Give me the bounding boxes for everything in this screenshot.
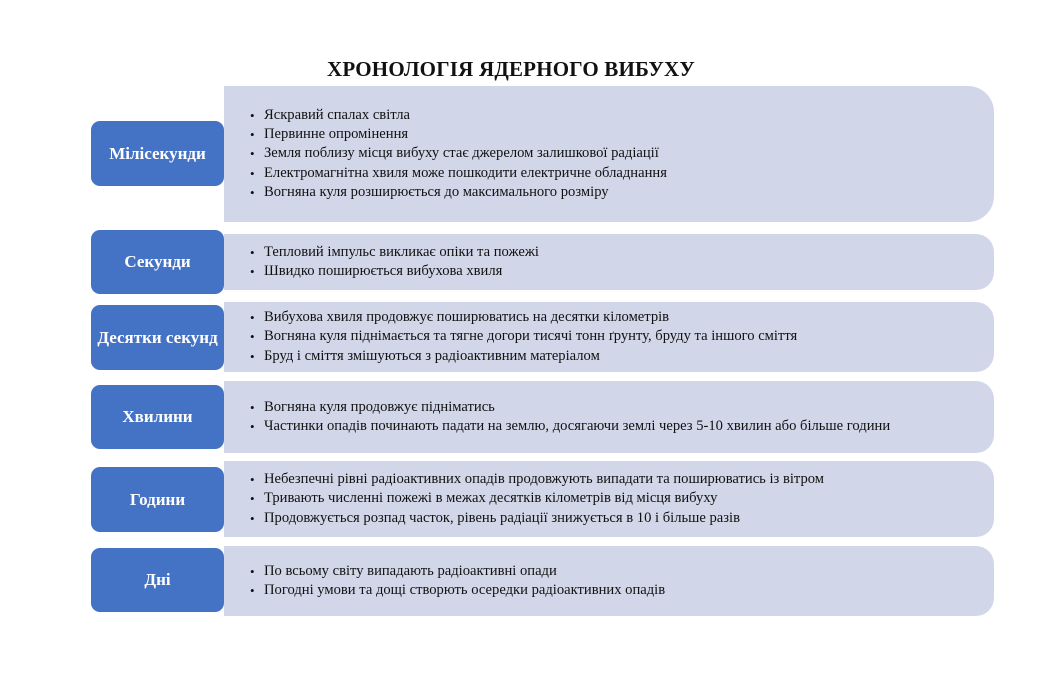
detail-box-hours	[224, 461, 994, 537]
bullet-icon: •	[250, 399, 255, 415]
list-item: • Тепловий імпульс викликає опіки та пожежі	[250, 243, 994, 262]
detail-box-milliseconds	[224, 86, 994, 222]
label-days: Дні	[91, 548, 224, 612]
detail-list	[250, 398, 994, 436]
list-item: • Бруд і сміття змішуються з радіоактивним матеріалом	[250, 347, 994, 366]
list-item: • Вогняна куля розширюється до максимального розміру	[250, 183, 994, 202]
bullet-icon: •	[250, 184, 255, 200]
label-seconds: Секунди	[91, 230, 224, 294]
detail-list	[250, 106, 994, 202]
list-item: • Частинки опадів починають падати на землю, досягаючи землі через 5-10 хвилин або більше години	[250, 417, 994, 436]
label-minutes: Хвилини	[91, 385, 224, 449]
list-item: • Вибухова хвиля продовжує поширюватись на десятки кілометрів	[250, 308, 994, 327]
list-item: • Первинне опромінення	[250, 125, 994, 144]
bullet-icon: •	[250, 563, 255, 579]
list-item: • Продовжується розпад часток, рівень радіації знижується в 10 і більше разів	[250, 509, 994, 528]
list-item: • Вогняна куля продовжує підніматись	[250, 398, 994, 417]
bullet-icon: •	[250, 310, 255, 326]
detail-list	[250, 470, 994, 528]
bullet-icon: •	[250, 348, 255, 364]
label-hours: Години	[91, 467, 224, 532]
bullet-icon: •	[250, 107, 255, 123]
detail-box-days	[224, 546, 994, 616]
label-tens-of-seconds: Десятки секунд	[91, 305, 224, 370]
list-item: • Швидко поширюється вибухова хвиля	[250, 262, 994, 281]
bullet-icon: •	[250, 510, 255, 526]
bullet-icon: •	[250, 146, 255, 162]
list-item: • Земля поблизу місця вибуху стає джерелом залишкової радіації	[250, 144, 994, 163]
list-item: • По всьому світу випадають радіоактивні опади	[250, 562, 994, 581]
diagram-title: ХРОНОЛОГІЯ ЯДЕРНОГО ВИБУХУ	[327, 57, 695, 81]
detail-list	[250, 562, 994, 600]
detail-box-minutes	[224, 381, 994, 453]
list-item: • Вогняна куля піднімається та тягне догори тисячі тонн ґрунту, бруду та іншого сміття	[250, 327, 994, 346]
list-item: • Яскравий спалах світла	[250, 106, 994, 125]
detail-box-tens-of-seconds	[224, 302, 994, 372]
bullet-icon: •	[250, 127, 255, 143]
bullet-icon: •	[250, 491, 255, 507]
bullet-icon: •	[250, 165, 255, 181]
list-item: • Небезпечні рівні радіоактивних опадів продовжують випадати та поширюватись із вітром	[250, 470, 994, 489]
list-item: • Тривають численні пожежі в межах десятків кілометрів від місця вибуху	[250, 489, 994, 508]
detail-box-seconds	[224, 234, 994, 290]
bullet-icon: •	[250, 419, 255, 434]
label-milliseconds: Мілісекунди	[91, 121, 224, 186]
list-item: • Електромагнітна хвиля може пошкодити електричне обладнання	[250, 164, 994, 183]
list-item: • Погодні умови та дощі створють осередки радіоактивних опадів	[250, 581, 994, 600]
bullet-icon: •	[250, 472, 255, 488]
bullet-icon: •	[250, 264, 255, 279]
detail-list	[250, 243, 994, 281]
bullet-icon: •	[250, 583, 255, 598]
bullet-icon: •	[250, 244, 255, 260]
bullet-icon: •	[250, 329, 255, 345]
detail-list	[250, 308, 994, 366]
